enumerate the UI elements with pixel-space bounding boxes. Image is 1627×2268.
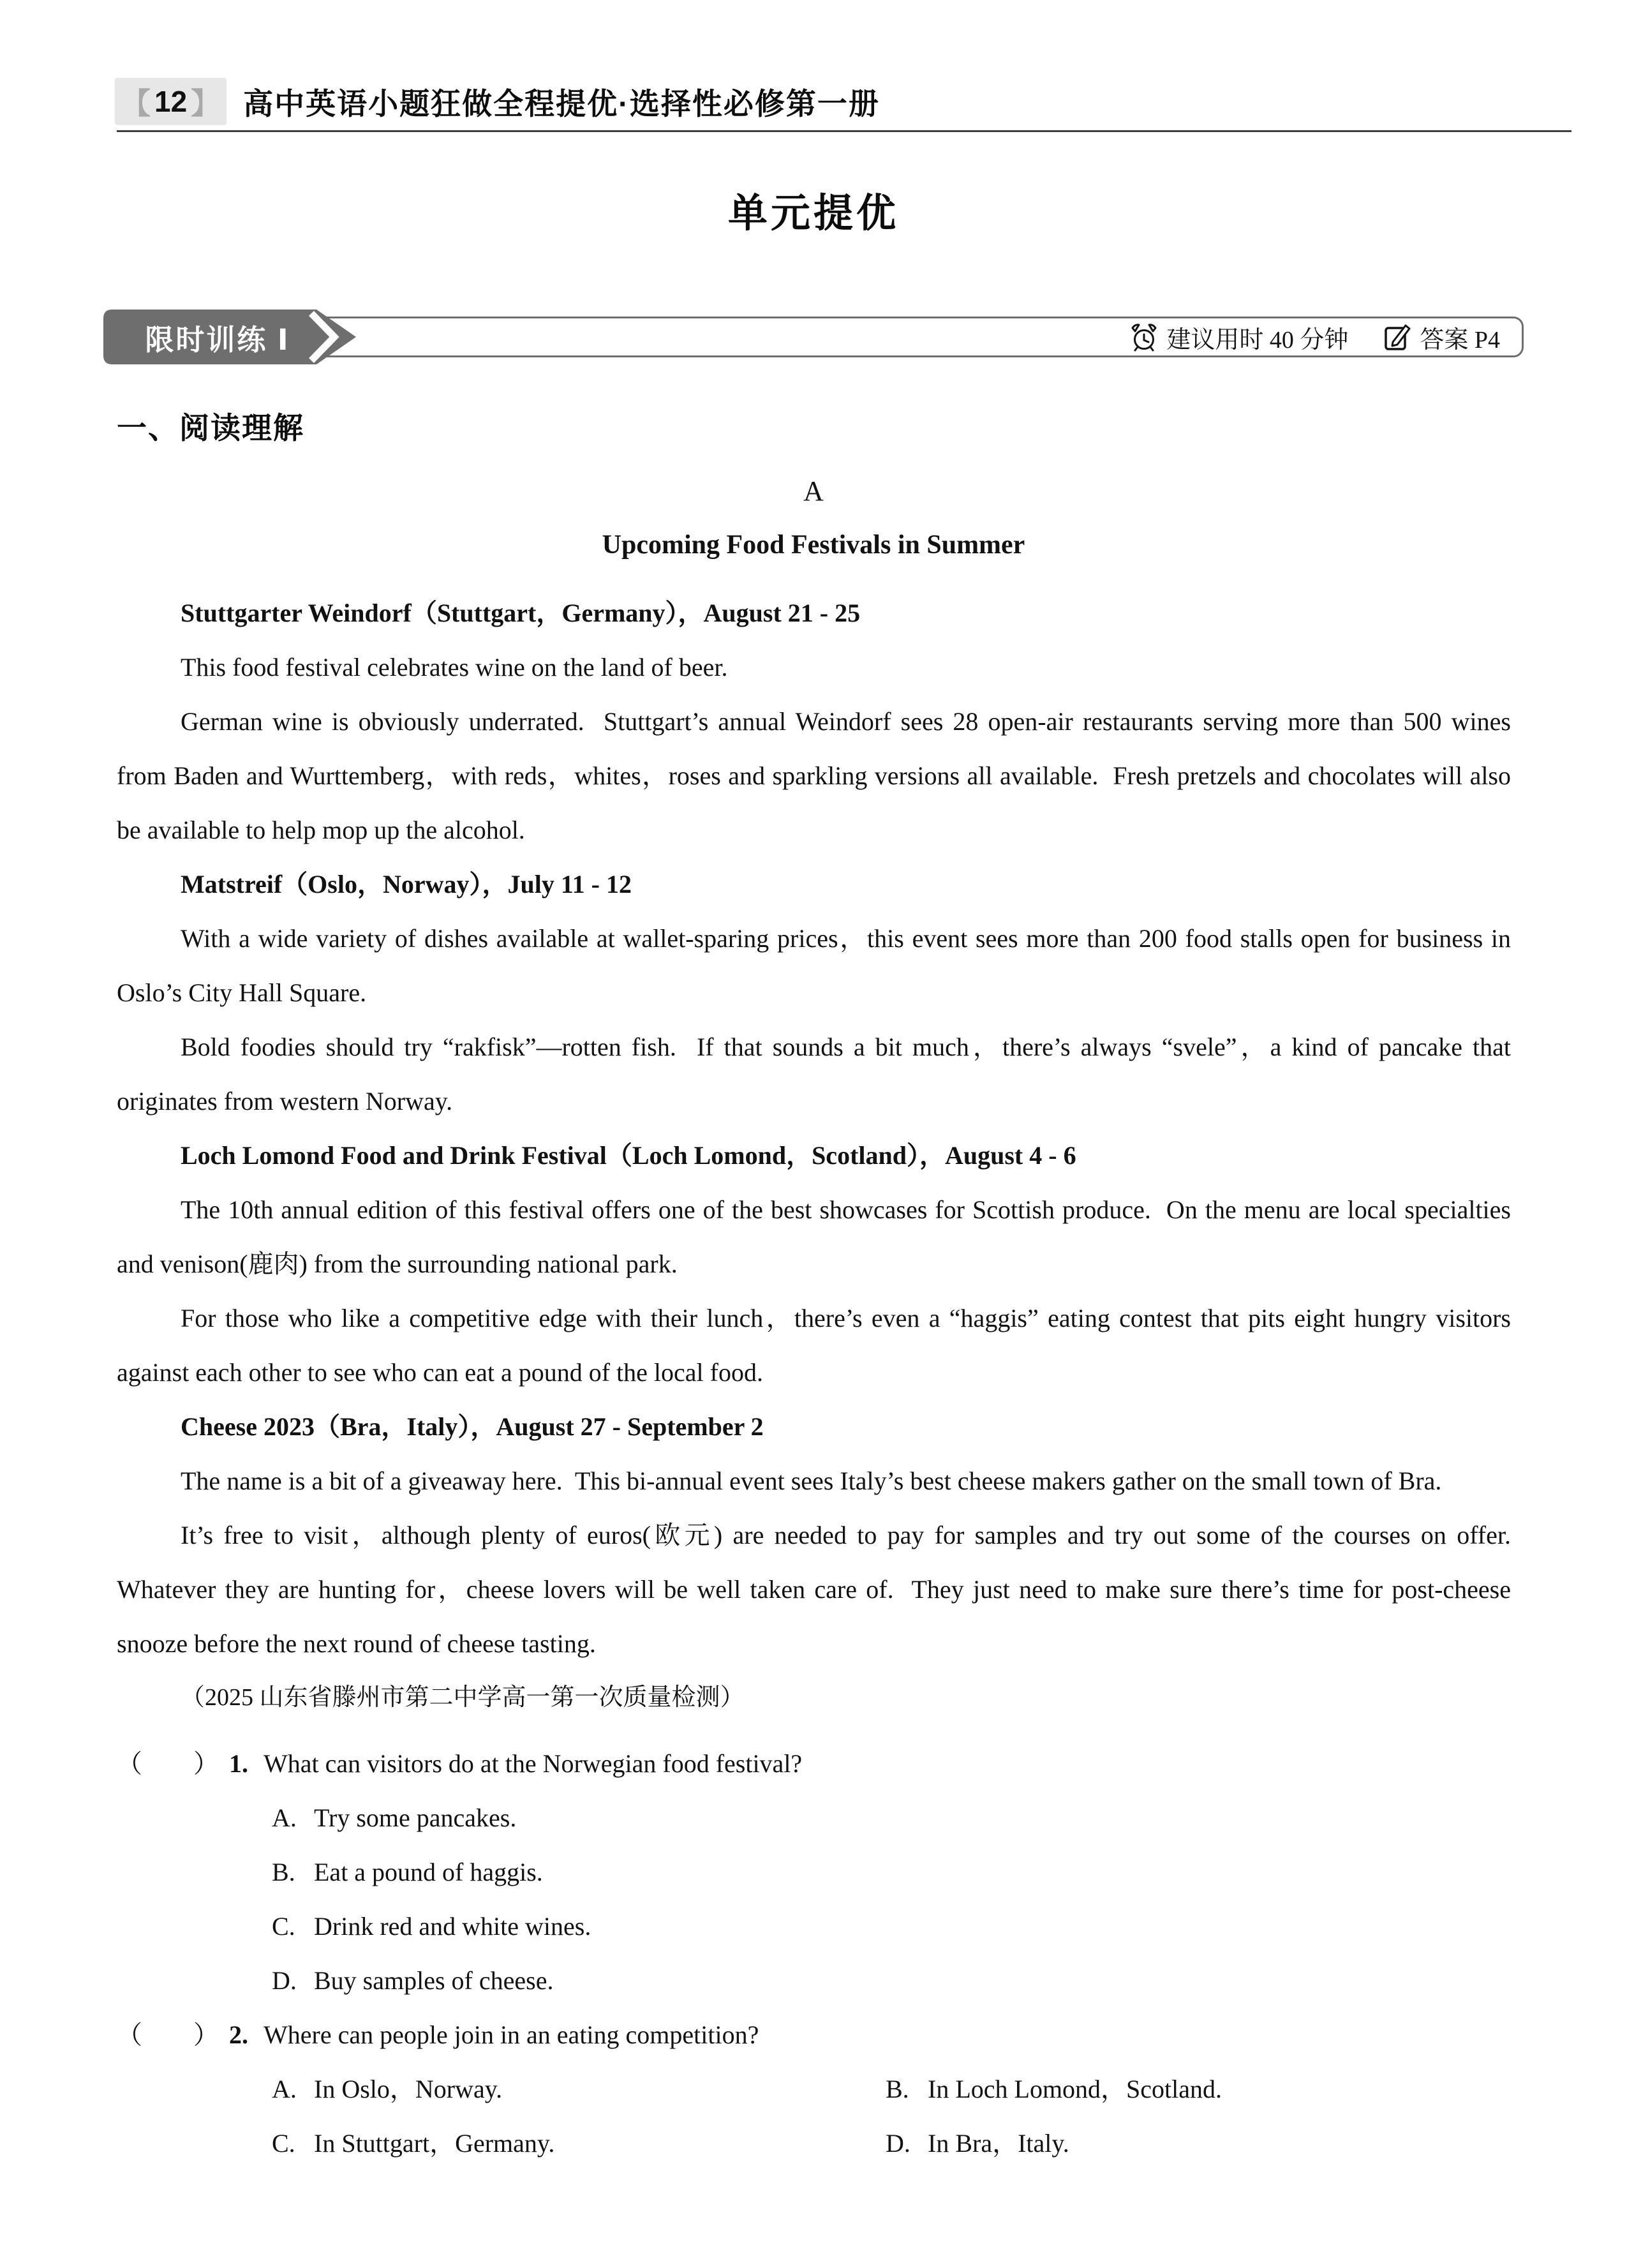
question-2-options-row-2 [117,2116,1511,2170]
option-text: Buy samples of cheese. [314,1966,554,1995]
passage-paragraph: It’s free to visit，although plenty of euros(欧元) are needed to pay for samples and try out some of the courses on offer. Whatever they are hunting for，cheese lovers will be well taken care of. They just need to make sure there’s time for post-cheese snooze before the next round of cheese tasting. [117,1521,1524,1658]
question-1 [117,1736,1511,1791]
banner-bar [250,317,1524,357]
passage-body [117,586,1524,2170]
option-label: C. [272,1912,295,1941]
page-number: 12 [154,85,188,118]
page-number-badge [115,78,227,125]
passage-heading: Stuttgarter Weindorf（Stuttgart，Germany），August 21 - 25 [181,599,861,627]
passage-paragraph: For those who like a competitive edge with their lunch，there’s even a “haggis” eating contest that pits eight hungry visitors against each other to see who can eat a pound of the local food. [117,1304,1517,1387]
alarm-clock-icon [1131,322,1157,352]
question-number: 1. [229,1749,248,1778]
suggested-time-text: 建议用时 40 分钟 [1166,326,1349,354]
passage-heading: Cheese 2023（Bra，Italy），August 27 - September 2 [181,1412,764,1441]
option-label: A. [272,1803,297,1832]
option-label: B. [886,2075,909,2103]
question-1-option-c [117,1899,1511,1953]
option-text: In Loch Lomond，Scotland. [928,2075,1222,2103]
header-rule [117,130,1571,132]
question-1-option-a [117,1791,1511,1845]
bracket-open: 【 [121,87,151,120]
passage-paragraph: With a wide variety of dishes available at wallet-sparing prices，this event sees more than 200 food stalls open for business in Oslo’s City Hall Square. [117,924,1517,1007]
question-1-option-d [117,1953,1511,2008]
question-1-option-b [117,1845,1511,1899]
questions-section [117,1736,1511,2170]
bracket-close: 】 [191,87,221,120]
question-prompt: Where can people join in an eating competition? [264,2020,759,2049]
option-text: In Bra，Italy. [928,2129,1069,2158]
passage-paragraph: Bold foodies should try “rakfisk”—rotten fish. If that sounds a bit much，there’s always “svele”，a kind of pancake that originates from western Norway. [117,1033,1517,1115]
passage-paragraph: The name is a bit of a giveaway here. This bi-annual event sees Italy’s best cheese makers gather on the small town of Bra. [181,1466,1442,1495]
question-2-options-row-1 [117,2062,1511,2116]
option-label: B. [272,1858,295,1886]
answer-blank-parens: （ ） [117,1749,219,1778]
passage-heading: Matstreif（Oslo，Norway），July 11 - 12 [181,870,632,899]
passage-paragraph: This food festival celebrates wine on the land of beer. [181,653,728,682]
passage-paragraph: German wine is obviously underrated. Stuttgart’s annual Weindorf sees 28 open-air restaurants serving more than 500 wines from Baden and Wurttemberg，with reds，whites，roses and sparkling versions all available. Fresh pretzels and chocolates will also be available to help mop up the alcohol. [117,707,1517,844]
question-prompt: What can visitors do at the Norwegian food festival? [264,1749,803,1778]
passage-title: Upcoming Food Festivals in Summer [602,530,1025,560]
option-label: D. [886,2129,910,2158]
suggested-time-group [1131,320,1348,355]
question-2-option-a [117,2062,886,2116]
timed-training-label: 限时训练 Ⅰ [145,323,290,356]
passage-paragraph: The 10th annual edition of this festival offers one of the best showcases for Scottish produce. On the menu are local specialties and venison(鹿肉) from the surrounding national park. [117,1195,1517,1278]
option-text: In Oslo，Norway. [314,2075,503,2103]
page-title: 单元提优 [727,191,899,235]
answer-page-text: 答案 P4 [1420,326,1500,354]
answer-page-group [1384,320,1500,355]
option-text: In Stuttgart，Germany. [314,2129,555,2158]
section-heading: 一、阅读理解 [117,411,304,445]
option-text: Try some pancakes. [314,1803,517,1832]
question-2-option-b [886,2062,1511,2116]
option-label: C. [272,2129,295,2158]
book-title: 高中英语小题狂做全程提优·选择性必修第一册 [243,86,880,121]
question-2-option-d [886,2116,1511,2170]
option-label: A. [272,2075,297,2103]
question-2-option-c [117,2116,886,2170]
passage-label: A [803,475,824,507]
answer-blank-parens: （ ） [117,2020,219,2049]
question-number: 2. [229,2020,248,2049]
option-text: Eat a pound of haggis. [314,1858,543,1886]
question-2 [117,2008,1511,2062]
option-text: Drink red and white wines. [314,1912,591,1941]
option-label: D. [272,1966,297,1995]
passage-heading: Loch Lomond Food and Drink Festival（Loch Lomond，Scotland），August 4 - 6 [181,1141,1076,1170]
page-header [115,78,880,125]
pencil-icon [1384,323,1411,351]
passage-source: （2025 山东省滕州市第二中学高一第一次质量检测） [181,1684,745,1711]
